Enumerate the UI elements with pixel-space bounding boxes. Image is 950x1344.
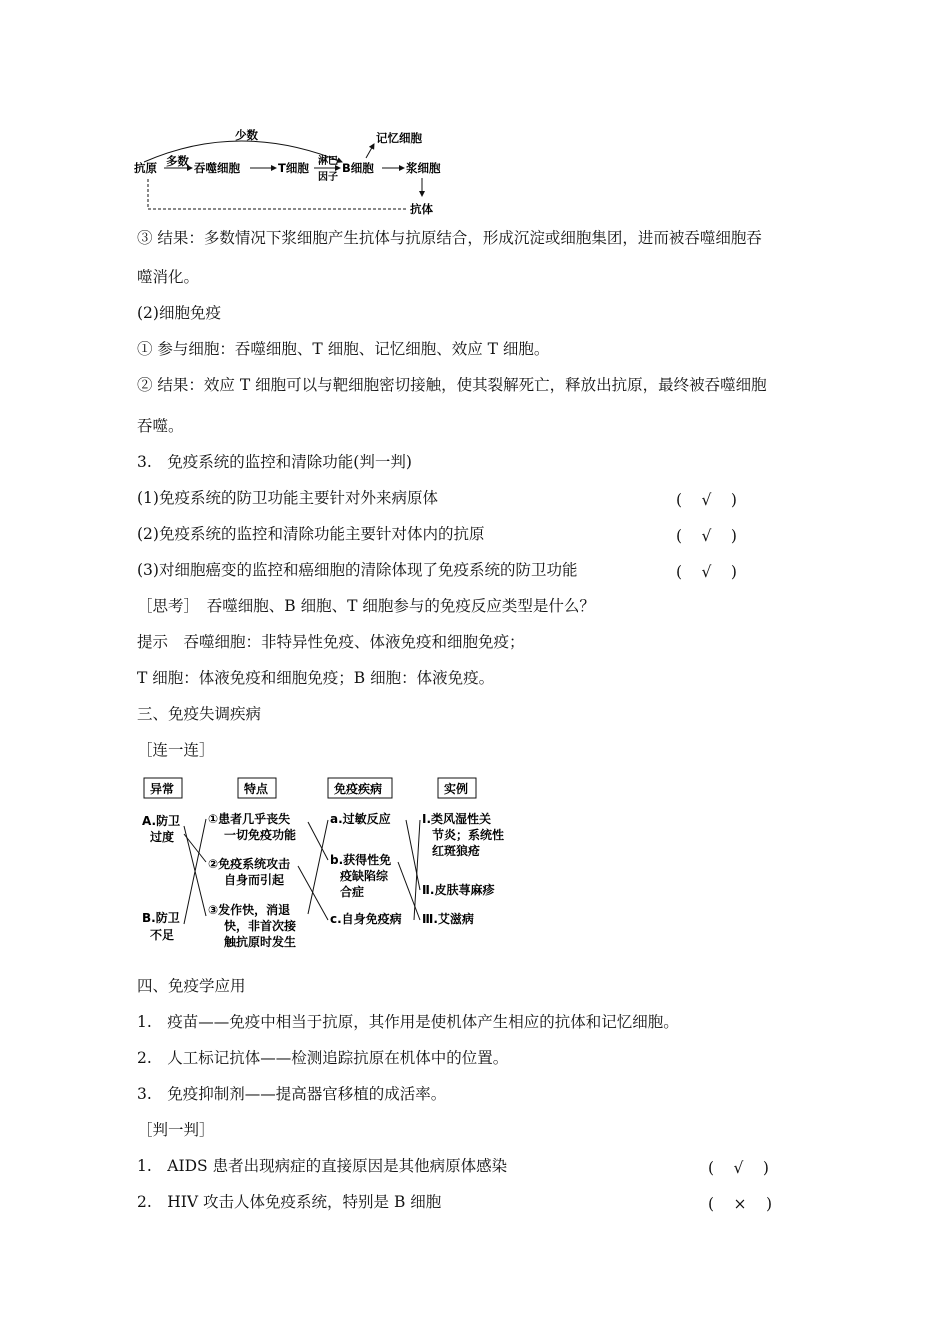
cell-result-line-2: 吞噬。	[137, 417, 184, 435]
header-example: 实例	[444, 782, 469, 796]
judge-item-2: (2)免疫系统的监控和清除功能主要针对体内的抗原	[137, 525, 485, 543]
col-b-4: 自身而引起	[224, 873, 285, 887]
link-3-a	[308, 820, 328, 914]
link-a-3	[184, 834, 206, 862]
col-b-6: 快，非首次接	[224, 919, 297, 933]
judge-answer-4: ( √ )	[708, 1159, 771, 1177]
phagocyte-node: 吞噬细胞	[194, 161, 240, 175]
col-a-2: 过度	[150, 830, 175, 844]
dashed-antibody-antigen	[148, 178, 406, 209]
b-cell-node: B细胞	[342, 161, 374, 175]
think-question: ［思考］ 吞噬细胞、B 细胞、T 细胞参与的免疫反应类型是什么？	[137, 597, 595, 615]
result-line-2: 噬消化。	[137, 268, 200, 286]
hint-line-1: 提示 吞噬细胞：非特异性免疫、体液免疫和细胞免疫；	[137, 633, 525, 651]
cell-result-line-1: ② 结果：效应 T 细胞可以与靶细胞密切接触，使其裂解死亡，释放出抗原，最终被吞噬细胞	[137, 376, 767, 394]
judge-item-5: 2. HIV 攻击人体免疫系统，特别是 B 细胞	[137, 1193, 442, 1211]
col-a-1: A.防卫	[142, 814, 181, 828]
link-c-I	[414, 820, 420, 920]
lymphokine-label-1: 淋巴	[318, 156, 338, 167]
col-b-7: 触抗原时发生	[224, 935, 297, 949]
judge-item-4: 1. AIDS 患者出现病症的直接原因是其他病原体感染	[137, 1157, 508, 1175]
col-a-3: B.防卫	[142, 911, 180, 925]
arrow-bcell-memory	[366, 144, 374, 158]
header-abnormal: 异常	[150, 782, 175, 796]
col-c-5: c.自身免疫病	[330, 912, 402, 926]
section-three-heading: 三、免疫失调疾病	[137, 705, 262, 723]
antibody-node: 抗体	[410, 202, 433, 216]
col-c-1: a.过敏反应	[330, 812, 391, 826]
judge-answer-3: ( √ )	[676, 563, 739, 581]
judge-answer-5: ( × )	[708, 1195, 775, 1213]
col-b-3: ②免疫系统攻击	[208, 857, 291, 871]
col-a-4: 不足	[150, 928, 175, 942]
header-disease: 免疫疾病	[334, 782, 383, 796]
col-b-1: ①患者几乎丧失	[208, 812, 291, 826]
antigen-node: 抗原	[134, 161, 157, 175]
plasma-cell-node: 浆细胞	[406, 161, 441, 175]
judge-item-1: (1)免疫系统的防卫功能主要针对外来病原体	[137, 489, 438, 507]
col-d-5: Ⅲ.艾滋病	[422, 912, 474, 926]
application-1: 1. 疫苗——免疫中相当于抗原，其作用是使机体产生相应的抗体和记忆细胞。	[137, 1013, 679, 1031]
cell-immunity-heading: (2)细胞免疫	[137, 304, 221, 322]
majority-label: 多数	[166, 154, 189, 168]
lymphokine-label-2: 因子	[318, 172, 338, 183]
col-c-4: 合症	[340, 885, 365, 899]
col-b-2: 一切免疫功能	[224, 828, 297, 842]
t-cell-node: T细胞	[278, 161, 309, 175]
header-feature: 特点	[244, 782, 269, 796]
col-d-3: 红斑狼疮	[432, 844, 481, 858]
col-d-2: 节炎；系统性	[432, 828, 505, 842]
section-3-heading: 3. 免疫系统的监控和清除功能(判一判)	[137, 453, 412, 471]
judge-answer-2: ( √ )	[676, 527, 739, 545]
participating-cells-line: ① 参与细胞：吞噬细胞、T 细胞、记忆细胞、效应 T 细胞。	[137, 340, 550, 358]
connect-label: ［连一连］	[137, 741, 215, 759]
minority-label: 少数	[235, 128, 258, 142]
link-2-c	[298, 866, 328, 920]
judge-answer-1: ( √ )	[676, 491, 739, 509]
col-c-3: 疫缺陷综	[340, 869, 389, 883]
judge-item-3: (3)对细胞癌变的监控和癌细胞的清除体现了免疫系统的防卫功能	[137, 561, 578, 579]
link-1-b	[308, 822, 328, 860]
link-b-1	[184, 819, 206, 924]
memory-cell-node: 记忆细胞	[376, 131, 422, 145]
col-d-1: Ⅰ.类风湿性关	[422, 812, 492, 826]
result-line-1: ③ 结果：多数情况下浆细胞产生抗体与抗原结合，形成沉淀或细胞集团，进而被吞噬细胞吞	[137, 229, 762, 247]
matching-diagram	[136, 774, 516, 954]
application-3: 3. 免疫抑制剂——提高器官移植的成活率。	[137, 1085, 447, 1103]
col-b-5: ③发作快，消退	[208, 903, 291, 917]
col-d-4: Ⅱ.皮肤荨麻疹	[422, 883, 495, 897]
hint-line-2: T 细胞：体液免疫和细胞免疫；B 细胞：体液免疫。	[137, 669, 495, 687]
section-four-heading: 四、免疫学应用	[137, 977, 246, 995]
judge-label: ［判一判］	[137, 1121, 215, 1139]
humoral-immunity-diagram	[130, 124, 460, 220]
col-c-2: b.获得性免	[330, 853, 392, 867]
application-2: 2. 人工标记抗体——检测追踪抗原在机体中的位置。	[137, 1049, 509, 1067]
